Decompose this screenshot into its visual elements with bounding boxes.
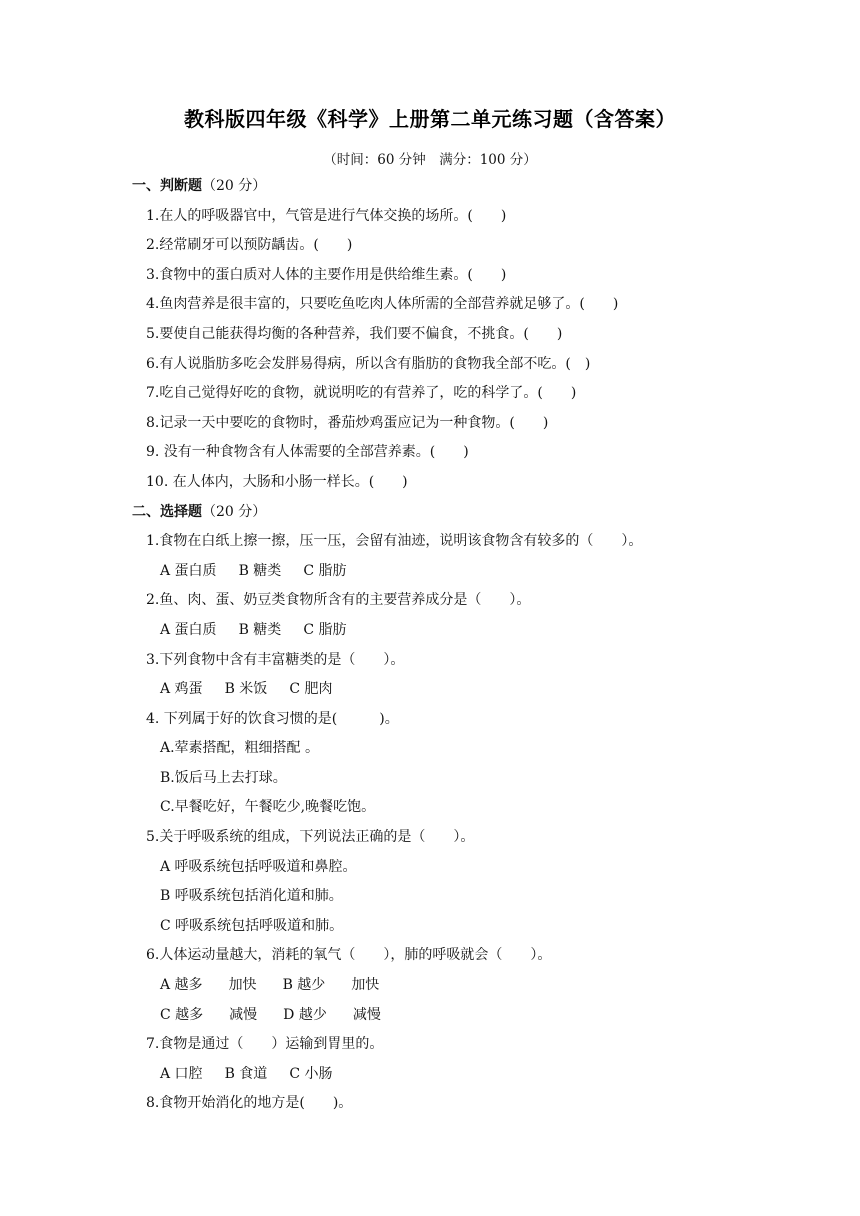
- section-title: 二、选择题: [132, 503, 202, 520]
- judgment-question: 4.鱼肉营养是很丰富的，只要吃鱼吃肉人体所需的全部营养就足够了。( ): [146, 296, 619, 313]
- judgment-question: 7.吃自己觉得好吃的食物，就说明吃的有营养了，吃的科学了。( ): [146, 385, 577, 402]
- option: A 越多: [160, 977, 203, 994]
- choice-question-stem: 8.食物开始消化的地方是( )。: [146, 1095, 353, 1112]
- choice-options: [132, 557, 772, 587]
- option: C 脂肪: [303, 621, 347, 638]
- option: A 蛋白质: [160, 621, 217, 638]
- option: A 口腔: [160, 1065, 203, 1082]
- choice-options: [132, 1060, 772, 1090]
- choice-question-stem: 1.食物在白纸上擦一擦，压一压，会留有油迹，说明该食物含有较多的（ ）。: [146, 533, 643, 550]
- section-title: 一、判断题: [132, 178, 202, 194]
- option: A 蛋白质: [160, 562, 217, 579]
- option: C 肥肉: [289, 681, 333, 698]
- section-score: （20 分）: [202, 503, 267, 520]
- judgment-question: 9. 没有一种食物含有人体需要的全部营养素。( ): [146, 444, 469, 461]
- choice-question-stem: 7.食物是通过（ ）运输到胃里的。: [146, 1036, 384, 1053]
- document-subtitle: （时间：60 分钟 满分：100 分）: [323, 152, 537, 168]
- choice-question-stem: 2.鱼、肉、蛋、奶豆类食物所含有的主要营养成分是（ ）。: [146, 592, 531, 609]
- choice-question-stem: 6.人体运动量越大，消耗的氧气（ ），肺的呼吸就会（ ）。: [146, 947, 552, 964]
- option: C 越多: [160, 1006, 204, 1023]
- choice-question-stem: 5.关于呼吸系统的组成，下列说法正确的是（ ）。: [146, 829, 475, 846]
- option: D 越少: [283, 1006, 327, 1023]
- option: A 呼吸系统包括呼吸道和鼻腔。: [160, 858, 357, 875]
- choice-options: [132, 1001, 772, 1031]
- judgment-question: 10. 在人体内，大肠和小肠一样长。( ): [146, 473, 408, 490]
- judgment-question: 5.要使自己能获得均衡的各种营养，我们要不偏食，不挑食。( ): [146, 325, 563, 342]
- option: B 米饭: [224, 681, 268, 698]
- option-part: 减慢: [229, 1006, 258, 1023]
- option: B 呼吸系统包括消化道和肺。: [160, 888, 343, 905]
- choice-options: [132, 616, 772, 646]
- option: B.饭后马上去打球。: [160, 769, 287, 786]
- option: B 糖类: [238, 562, 282, 579]
- section-score: （20 分）: [202, 178, 267, 194]
- option-part: 加快: [228, 977, 257, 994]
- choice-question-stem: 4. 下列属于好的饮食习惯的是( )。: [146, 710, 399, 727]
- choice-options: [132, 675, 772, 705]
- option: B 食道: [224, 1065, 268, 1082]
- choice-question-stem: 3.下列食物中含有丰富糖类的是（ ）。: [146, 651, 405, 668]
- option: C.早餐吃好，午餐吃少,晚餐吃饱。: [160, 799, 376, 816]
- option-part: 减慢: [352, 1006, 381, 1023]
- section-heading-judgment: [132, 172, 772, 202]
- option-part: 加快: [351, 977, 380, 994]
- option: C 呼吸系统包括呼吸道和肺。: [160, 917, 344, 934]
- option: A.荤素搭配，粗细搭配 。: [160, 740, 320, 757]
- judgment-question: 2.经常刷牙可以预防龋齿。( ): [146, 237, 353, 254]
- option: C 小肠: [289, 1065, 333, 1082]
- option: A 鸡蛋: [160, 681, 203, 698]
- section-heading-choice: [132, 498, 772, 528]
- document-body: [132, 172, 772, 1119]
- choice-options: [132, 971, 772, 1001]
- judgment-question: 3.食物中的蛋白质对人体的主要作用是供给维生素。( ): [146, 266, 507, 283]
- judgment-question: 1.在人的呼吸器官中，气管是进行气体交换的场所。( ): [146, 207, 507, 224]
- option: C 脂肪: [303, 562, 347, 579]
- judgment-question: 8.记录一天中要吃的食物时，番茄炒鸡蛋应记为一种食物。( ): [146, 414, 549, 431]
- option: B 糖类: [238, 621, 282, 638]
- judgment-question: 6.有人说脂肪多吃会发胖易得病，所以含有脂肪的食物我全部不吃。( ): [146, 355, 591, 372]
- document-title: 教科版四年级《科学》上册第二单元练习题（含答案）: [184, 107, 676, 131]
- option: B 越少: [282, 977, 326, 994]
